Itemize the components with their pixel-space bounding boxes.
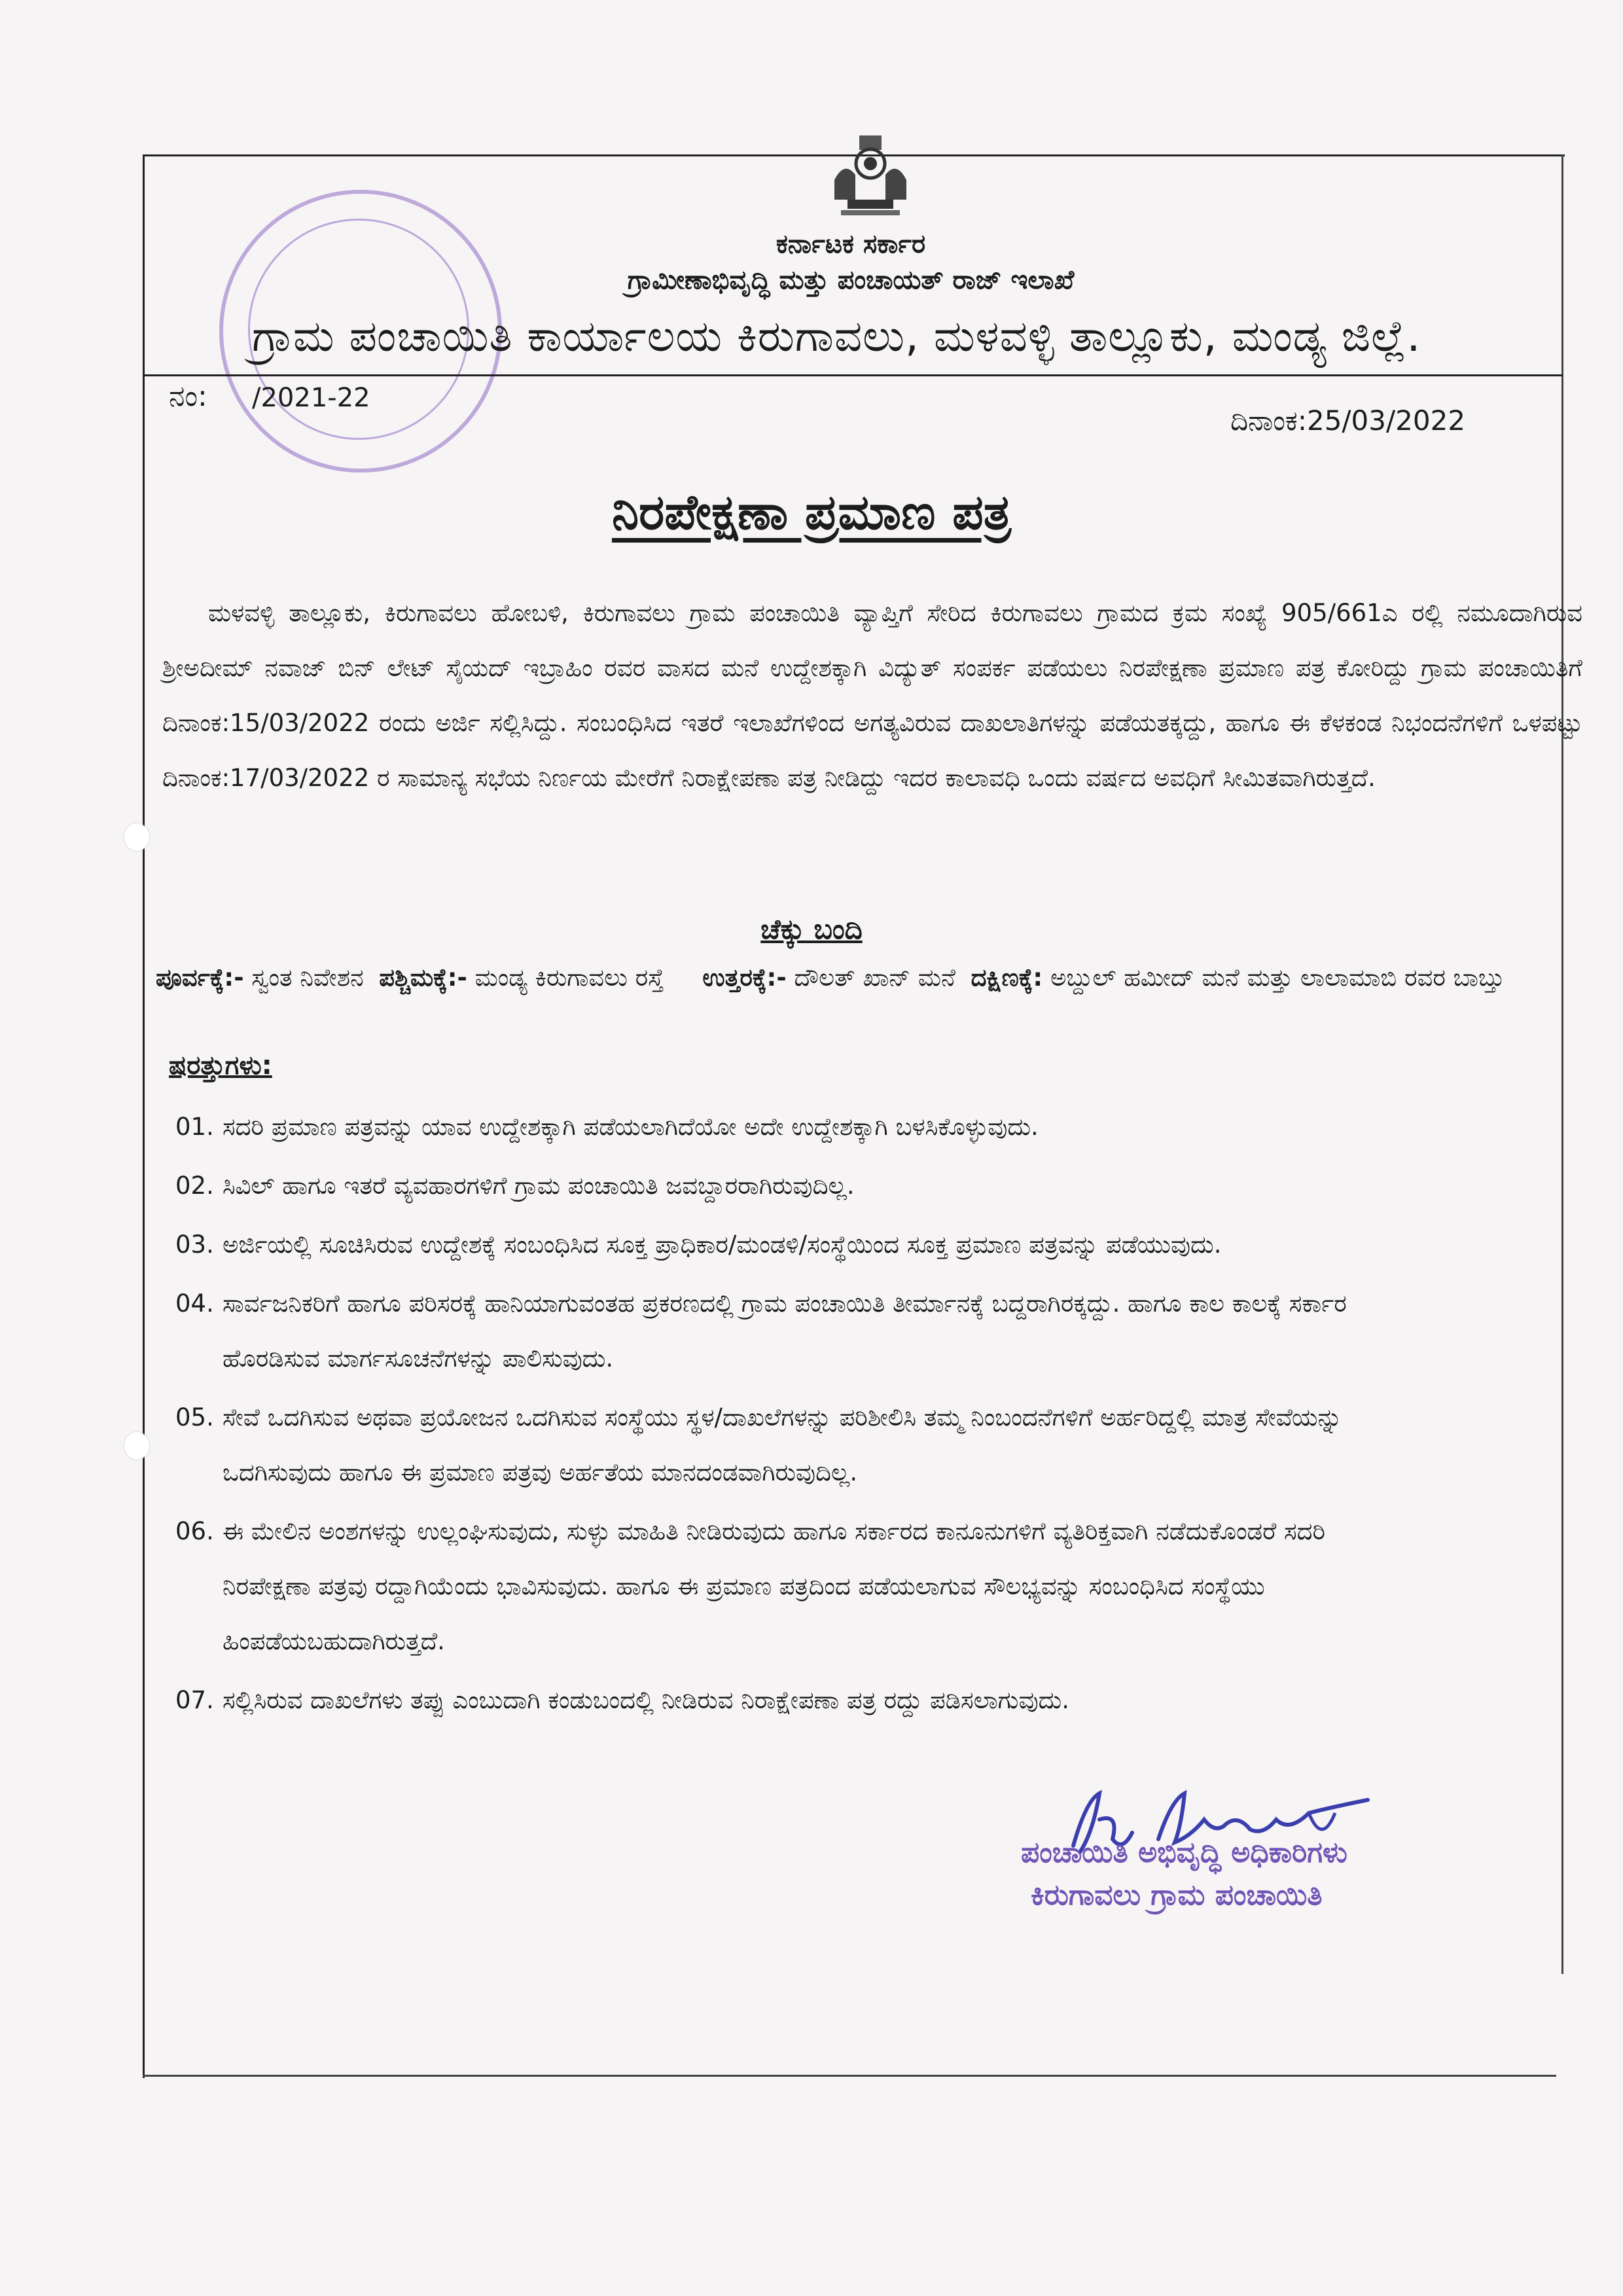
south-label: ದಕ್ಷಿಣಕ್ಕೆ: (971, 963, 1043, 992)
state-emblem-icon (821, 134, 919, 223)
condition-item (175, 1390, 1563, 1500)
condition-item (175, 1673, 1563, 1728)
west-label: ಪಶ್ಚಿಮಕ್ಕೆ:- (379, 963, 467, 992)
page-border-bottom (143, 2075, 1556, 2077)
condition-text: ಸಲ್ಲಿಸಿರುವ ದಾಖಲೆಗಳು ತಪ್ಪು ಎಂಬುದಾಗಿ ಕಂಡುಬಂದಲ್ಲಿ ನೀಡಿರುವ ನಿರಾಕ್ಷೇಪಣಾ ಪತ್ರ ರದ್ದು ಪಡಿಸಲಾಗುವುದು. (223, 1686, 1070, 1714)
condition-number: 07. (175, 1686, 214, 1714)
reference-number-label: ನಂ: (169, 380, 207, 413)
condition-number: 01. (175, 1113, 214, 1141)
condition-number: 03. (175, 1230, 214, 1259)
department-name: ಗ್ರಾಮೀಣಾಭಿವೃದ್ಧಿ ಮತ್ತು ಪಂಚಾಯತ್ ರಾಜ್ ಇಲಾಖೆ (627, 265, 1075, 295)
body-paragraph: ಮಳವಳ್ಳಿ ತಾಲ್ಲೂಕು, ಕಿರುಗಾವಲು ಹೋಬಳಿ, ಕಿರುಗಾವಲು ಗ್ರಾಮ ಪಂಚಾಯಿತಿ ವ್ಯಾಪ್ತಿಗೆ ಸೇರಿದ ಕಿರುಗಾವಲು ಗ್ರಾಮದ ಕ್ರಮ ಸಂಖ್ಯೆ 905/661ಎ ರಲ್ಲಿ ನಮೂದಾಗಿರುವ ಶ್ರೀಅದೀಮ್ ನವಾಜ್ ಬಿನ್ ಲೇಟ್ ಸೈಯದ್ ಇಬ್ರಾಹಿಂ ರವರ ವಾಸದ ಮನೆ ಉದ್ದೇಶಕ್ಕಾಗಿ ವಿದ್ಯುತ್ ಸಂಪರ್ಕ ಪಡೆಯಲು ನಿರಪೇಕ್ಷಣಾ ಪ್ರಮಾಣ ಪತ್ರ ಕೋರಿದ್ದು ಗ್ರಾಮ ಪಂಚಾಯಿತಿಗೆ ದಿನಾಂಕ:15/03/2022 ರಂದು ಅರ್ಜಿ ಸಲ್ಲಿಸಿದ್ದು. ಸಂಬಂಧಿಸಿದ ಇತರೆ ಇಲಾಖೆಗಳಿಂದ ಅಗತ್ಯವಿರುವ ದಾಖಲಾತಿಗಳನ್ನು ಪಡೆಯತಕ್ಕದ್ದು, ಹಾಗೂ ಈ ಕೆಳಕಂಡ ನಿಭಂದನೆಗಳಿಗೆ ಒಳಪಟ್ಟು ದಿನಾಂಕ:17/03/2022 ರ ಸಾಮಾನ್ಯ ಸಭೆಯ ನಿರ್ಣಯ ಮೇರೆಗೆ ನಿರಾಕ್ಷೇಪಣಾ ಪತ್ರ ನೀಡಿದ್ದು ಇದರ ಕಾಲಾವಧಿ ಒಂದು ವರ್ಷದ ಅವಧಿಗೆ ಸೀಮಿತವಾಗಿರುತ್ತದೆ. (162, 599, 1582, 792)
condition-item (175, 1217, 1563, 1272)
north-label: ಉತ್ತರಕ್ಕೆ:- (702, 963, 787, 992)
condition-text: ಸದರಿ ಪ್ರಮಾಣ ಪತ್ರವನ್ನು ಯಾವ ಉದ್ದೇಶಕ್ಕಾಗಿ ಪಡೆಯಲಾಗಿದೆಯೋ ಅದೇ ಉದ್ದೇಶಕ್ಕಾಗಿ ಬಳಸಿಕೊಳ್ಳುವುದು. (223, 1113, 1039, 1141)
condition-item (175, 1158, 1563, 1213)
east-value: ಸ್ವಂತ ನಿವೇಶನ (251, 963, 364, 992)
document-title: ನಿರಪೇಕ್ಷಣಾ ಪ್ರಮಾಣ ಪತ್ರ (611, 484, 1012, 541)
conditions-heading: ಷರತ್ತುಗಳು: (169, 1050, 272, 1081)
boundaries-block (156, 952, 1582, 1003)
condition-item (175, 1504, 1563, 1669)
condition-number: 02. (175, 1172, 214, 1200)
punch-hole (124, 1432, 149, 1460)
issue-date: ದಿನಾಂಕ:25/03/2022 (1230, 404, 1466, 437)
condition-text: ಸಿವಿಲ್ ಹಾಗೂ ಇತರೆ ವ್ಯವಹಾರಗಳಿಗೆ ಗ್ರಾಮ ಪಂಚಾಯಿತಿ ಜವಬ್ದಾರರಾಗಿರುವುದಿಲ್ಲ. (223, 1172, 855, 1200)
condition-text: ಸೇವೆ ಒದಗಿಸುವ ಅಥವಾ ಪ್ರಯೋಜನ ಒದಗಿಸುವ ಸಂಸ್ಥೆಯು ಸ್ಥಳ/ದಾಖಲೆಗಳನ್ನು ಪರಿಶೀಲಿಸಿ ತಮ್ಮ ನಿಂಬಂದನೆಗಳಿಗೆ ಅರ್ಹರಿದ್ದಲ್ಲಿ ಮಾತ್ರ ಸೇವೆಯನ್ನು ಒದಗಿಸುವುದು ಹಾಗೂ ಈ ಪ್ರಮಾಣ ಪತ್ರವು ಅರ್ಹತೆಯ ಮಾನದಂಡವಾಗಿರುವುದಿಲ್ಲ. (223, 1403, 1342, 1486)
condition-text: ಈ ಮೇಲಿನ ಅಂಶಗಳನ್ನು ಉಲ್ಲಂಘಿಸುವುದು, ಸುಳ್ಳು ಮಾಹಿತಿ ನೀಡಿರುವುದು ಹಾಗೂ ಸರ್ಕಾರದ ಕಾನೂನುಗಳಿಗೆ ವ್ಯತಿರಿಕ್ತವಾಗಿ ನಡೆದುಕೊಂಡರೆ ಸದರಿ ನಿರಪೇಕ್ಷಣಾ ಪತ್ರವು ರದ್ದಾಗಿಯೆಂದು ಭಾವಿಸುವುದು. ಹಾಗೂ ಈ ಪ್ರಮಾಣ ಪತ್ರದಿಂದ ಪಡೆಯಲಾಗುವ ಸೌಲಭ್ಯವನ್ನು ಸಂಬಂಧಿಸಿದ ಸಂಸ್ಥೆಯು ಹಿಂಪಡೆಯಬಹುದಾಗಿರುತ್ತದೆ. (223, 1517, 1326, 1655)
south-value: ಅಬ್ದುಲ್ ಹಮೀದ್ ಮನೆ ಮತ್ತು ಲಾಲಾಮಾಬಿ ರವರ ಬಾಬ್ತು (1050, 963, 1505, 992)
condition-number: 04. (175, 1289, 214, 1318)
punch-hole (124, 823, 149, 851)
government-name: ಕರ್ನಾಟಕ ಸರ್ಕಾರ (776, 229, 926, 259)
conditions-list (175, 1100, 1563, 1732)
reference-number-value: /2021-22 (252, 383, 370, 413)
north-value: ದೌಲತ್ ಖಾನ್ ಮನೆ (794, 963, 956, 992)
condition-item (175, 1100, 1563, 1155)
signatory-office: ಕಿರುಗಾವಲು ಗ್ರಾಮ ಪಂಚಾಯಿತಿ (1031, 1878, 1323, 1912)
boundaries-heading: ಚೆಕ್ಕು ಬಂದಿ (760, 913, 863, 945)
west-value: ಮಂಡ್ಯ ಕಿರುಗಾವಲು ರಸ್ತೆ (474, 963, 664, 992)
signatory-designation: ಪಂಚಾಯಿತಿ ಅಭಿವೃದ್ಧಿ ಅಧಿಕಾರಿಗಳು (1021, 1836, 1347, 1869)
condition-text: ಅರ್ಜಿಯಲ್ಲಿ ಸೂಚಿಸಿರುವ ಉದ್ದೇಶಕ್ಕೆ ಸಂಬಂಧಿಸಿದ ಸೂಕ್ತ ಪ್ರಾಧಿಕಾರ/ಮಂಡಳಿ/ಸಂಸ್ಥೆಯಿಂದ ಸೂಕ್ತ ಪ್ರಮಾಣ ಪತ್ರವನ್ನು ಪಡೆಯುವುದು. (223, 1230, 1222, 1259)
east-label: ಪೂರ್ವಕ್ಕೆ:- (156, 963, 244, 992)
header-rule (143, 374, 1563, 376)
condition-item (175, 1276, 1563, 1386)
office-heading: ಗ್ರಾಮ ಪಂಚಾಯಿತಿ ಕಾರ್ಯಾಲಯ ಕಿರುಗಾವಲು, ಮಳವಳ್ಳಿ ತಾಲ್ಲೂಕು, ಮಂಡ್ಯ ಜಿಲ್ಲೆ. (252, 311, 1421, 361)
condition-number: 05. (175, 1403, 214, 1431)
condition-number: 06. (175, 1517, 214, 1545)
condition-text: ಸಾರ್ವಜನಿಕರಿಗೆ ಹಾಗೂ ಪರಿಸರಕ್ಕೆ ಹಾನಿಯಾಗುವಂತಹ ಪ್ರಕರಣದಲ್ಲಿ ಗ್ರಾಮ ಪಂಚಾಯಿತಿ ತೀರ್ಮಾನಕ್ಕೆ ಬದ್ದರಾಗಿರಕ್ಕದ್ದು. ಹಾಗೂ ಕಾಲ ಕಾಲಕ್ಕೆ ಸರ್ಕಾರ ಹೊರಡಿಸುವ ಮಾರ್ಗಸೂಚನೆಗಳನ್ನು ಪಾಲಿಸುವುದು. (223, 1289, 1347, 1372)
